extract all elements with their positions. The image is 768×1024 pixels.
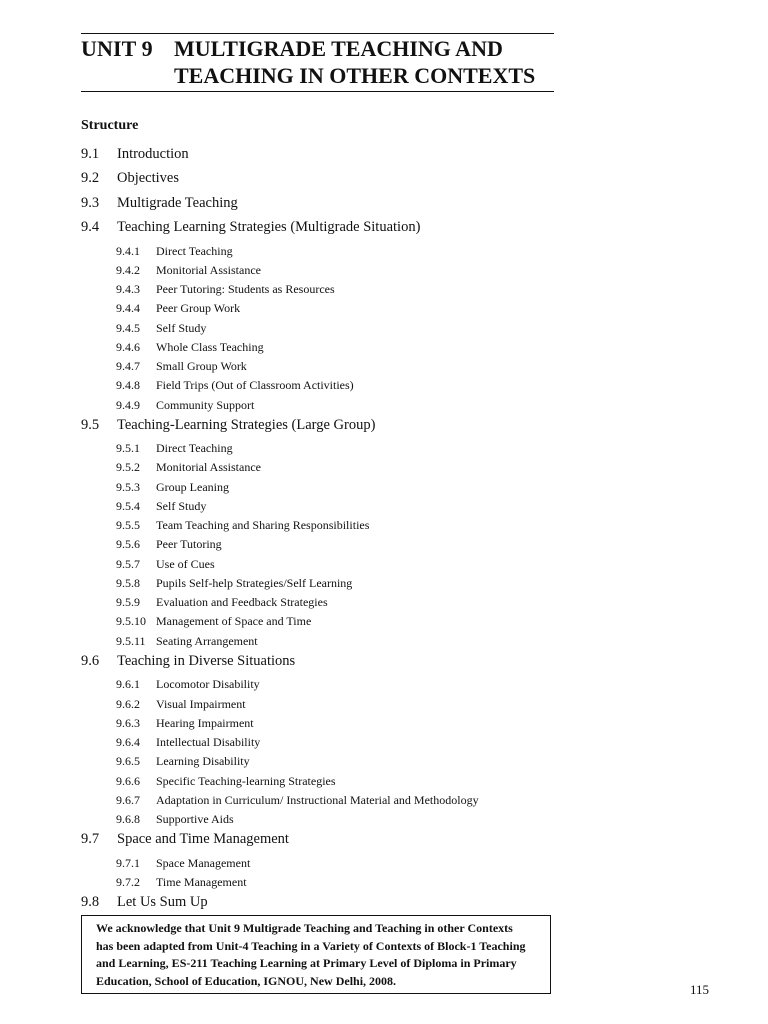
- toc-subsection-number: 9.4.5: [116, 320, 140, 335]
- toc-subsection: [81, 397, 581, 416]
- toc-subsection: [81, 358, 581, 377]
- toc-subsection-title: Peer Group Work: [156, 301, 241, 316]
- acknowledgement-text: [96, 920, 542, 990]
- toc-subsection: [81, 243, 581, 262]
- toc-subsection-number: 9.5.9: [116, 595, 140, 610]
- toc-subsection-title: Field Trips (Out of Classroom Activities): [156, 378, 354, 393]
- toc-subsection: [81, 556, 581, 575]
- toc-subsection: [81, 792, 581, 811]
- toc-section: [81, 652, 581, 676]
- toc-subsection-number: 9.6.3: [116, 715, 140, 730]
- toc-subsection: [81, 440, 581, 459]
- toc-subsection-number: 9.5.6: [116, 537, 140, 552]
- toc-subsection: [81, 479, 581, 498]
- toc-subsection-number: 9.6.2: [116, 696, 140, 711]
- toc-section-number: 9.5: [81, 416, 100, 433]
- toc-subsection-number: 9.7.1: [116, 855, 140, 870]
- toc-section-number: 9.2: [81, 170, 100, 187]
- acknowledgement-box: [81, 915, 551, 994]
- toc-subsection-title: Adaptation in Curriculum/ Instructional Material and Methodology: [156, 792, 479, 807]
- toc-subsection: [81, 281, 581, 300]
- toc-subsection-title: Time Management: [156, 874, 247, 889]
- toc-section: [81, 830, 581, 854]
- toc-subsection: [81, 498, 581, 517]
- toc-subsection: [81, 874, 581, 893]
- toc-subsection-title: Self Study: [156, 320, 207, 335]
- toc-subsection: [81, 855, 581, 874]
- toc-subsection-number: 9.5.11: [116, 633, 146, 648]
- toc-subsection: [81, 377, 581, 396]
- toc-subsection-title: Management of Space and Time: [156, 614, 312, 629]
- toc-subsection-title: Specific Teaching-learning Strategies: [156, 773, 336, 788]
- toc-subsection-title: Monitorial Assistance: [156, 262, 261, 277]
- toc-section: [81, 416, 581, 440]
- toc-subsection-number: 9.7.2: [116, 874, 140, 889]
- toc-section-title: Space and Time Management: [117, 831, 289, 848]
- toc-subsection-number: 9.5.5: [116, 518, 140, 533]
- toc-section-number: 9.6: [81, 652, 100, 669]
- toc-section-title: Objectives: [117, 170, 180, 187]
- unit-title: [174, 35, 554, 89]
- toc-subsection: [81, 575, 581, 594]
- toc-subsection-number: 9.4.6: [116, 339, 140, 354]
- toc-subsection: [81, 676, 581, 695]
- toc-subsection-title: Group Leaning: [156, 479, 229, 494]
- toc-section: [81, 194, 581, 218]
- header-top-rule: [81, 33, 554, 34]
- toc-subsection: [81, 734, 581, 753]
- toc-subsection-number: 9.5.2: [116, 460, 140, 475]
- toc-subsection: [81, 459, 581, 478]
- toc-subsection-title: Team Teaching and Sharing Responsibilities: [156, 518, 370, 533]
- toc-subsection-number: 9.4.2: [116, 262, 140, 277]
- toc-section-title: Let Us Sum Up: [117, 894, 208, 911]
- toc-subsection-title: Self Study: [156, 498, 207, 513]
- toc-subsection: [81, 773, 581, 792]
- toc-subsection: [81, 633, 581, 652]
- toc-section-number: 9.3: [81, 194, 100, 211]
- toc-subsection-title: Monitorial Assistance: [156, 460, 261, 475]
- toc-section-title: Teaching in Diverse Situations: [117, 652, 296, 669]
- toc-subsection-title: Peer Tutoring: Students as Resources: [156, 282, 335, 297]
- toc-subsection-title: Locomotor Disability: [156, 677, 260, 692]
- toc-subsection: [81, 811, 581, 830]
- toc-subsection: [81, 339, 581, 358]
- toc-subsection-number: 9.5.7: [116, 556, 140, 571]
- toc-section-title: Introduction: [117, 146, 189, 162]
- acknowledgement-line: We acknowledge that Unit 9 Multigrade Teaching and Teaching in other Contexts: [96, 921, 513, 935]
- unit-label: UNIT 9: [81, 36, 153, 61]
- toc-subsection-title: Evaluation and Feedback Strategies: [156, 595, 328, 610]
- toc-subsection-number: 9.6.1: [116, 677, 140, 692]
- toc-section-number: 9.1: [81, 146, 100, 162]
- toc-subsection-title: Space Management: [156, 855, 251, 870]
- toc-section-title: Teaching-Learning Strategies (Large Group): [117, 416, 376, 433]
- toc-subsection-number: 9.5.10: [116, 614, 146, 629]
- toc-subsection-title: Hearing Impairment: [156, 715, 254, 730]
- toc-subsection: [81, 536, 581, 555]
- toc-subsection-number: 9.5.4: [116, 498, 140, 513]
- toc-section-number: 9.7: [81, 831, 100, 848]
- toc-subsection-number: 9.6.5: [116, 754, 140, 769]
- toc-subsection-number: 9.5.3: [116, 479, 140, 494]
- toc-subsection: [81, 320, 581, 339]
- toc-subsection-title: Direct Teaching: [156, 441, 233, 456]
- toc-subsection-number: 9.5.1: [116, 441, 140, 456]
- toc-subsection: [81, 262, 581, 281]
- toc-subsection: [81, 300, 581, 319]
- toc-subsection: [81, 613, 581, 632]
- toc-subsection-title: Intellectual Disability: [156, 735, 261, 750]
- toc-subsection-number: 9.4.7: [116, 359, 140, 374]
- toc-section: [81, 169, 581, 193]
- page-number: 115: [690, 982, 710, 997]
- toc-section: [81, 218, 581, 242]
- toc-subsection-number: 9.6.6: [116, 773, 140, 788]
- toc-subsection-number: 9.6.8: [116, 812, 140, 827]
- toc-subsection-title: Small Group Work: [156, 359, 247, 374]
- header-bottom-rule: [81, 91, 554, 92]
- toc-subsection-title: Community Support: [156, 397, 255, 412]
- toc-subsection-number: 9.6.7: [116, 792, 140, 807]
- toc-subsection-title: Seating Arrangement: [156, 633, 258, 648]
- toc-section-title: Multigrade Teaching: [117, 194, 238, 211]
- toc-subsection: [81, 715, 581, 734]
- toc-subsection-number: 9.5.8: [116, 575, 140, 590]
- toc-subsection-number: 9.4.9: [116, 397, 140, 412]
- toc-subsection-title: Supportive Aids: [156, 812, 234, 827]
- structure-heading: Structure: [81, 118, 139, 133]
- toc-subsection-number: 9.6.4: [116, 735, 140, 750]
- acknowledgement-line: Education, School of Education, IGNOU, New Delhi, 2008.: [96, 973, 397, 988]
- toc-section-title: Teaching Learning Strategies (Multigrade Situation): [117, 219, 421, 236]
- toc-section: [81, 145, 581, 169]
- toc-subsection-title: Use of Cues: [156, 556, 215, 571]
- toc-subsection-title: Learning Disability: [156, 754, 250, 769]
- toc-subsection-number: 9.4.3: [116, 282, 140, 297]
- toc-subsection-title: Whole Class Teaching: [156, 339, 264, 354]
- toc-subsection-title: Pupils Self-help Strategies/Self Learning: [156, 575, 353, 590]
- unit-title-line: TEACHING IN OTHER CONTEXTS: [174, 63, 536, 88]
- toc-subsection: [81, 753, 581, 772]
- toc-subsection: [81, 696, 581, 715]
- toc-section-number: 9.8: [81, 894, 100, 911]
- acknowledgement-line: has been adapted from Unit-4 Teaching in a Variety of Contexts of Block-1 Teaching: [96, 938, 526, 953]
- toc-subsection-number: 9.4.4: [116, 301, 140, 316]
- table-of-contents: [81, 145, 581, 918]
- toc-subsection-number: 9.4.1: [116, 243, 140, 258]
- unit-title-line: MULTIGRADE TEACHING AND: [174, 36, 503, 61]
- toc-subsection-title: Peer Tutoring: [156, 537, 222, 552]
- toc-section-number: 9.4: [81, 219, 100, 236]
- toc-subsection: [81, 517, 581, 536]
- toc-subsection-title: Direct Teaching: [156, 243, 233, 258]
- toc-subsection-number: 9.4.8: [116, 378, 140, 393]
- toc-subsection-title: Visual Impairment: [156, 696, 246, 711]
- acknowledgement-line: and Learning, ES-211 Teaching Learning at Primary Level of Diploma in Primary: [96, 956, 517, 970]
- toc-subsection: [81, 594, 581, 613]
- toc-section: [81, 893, 581, 917]
